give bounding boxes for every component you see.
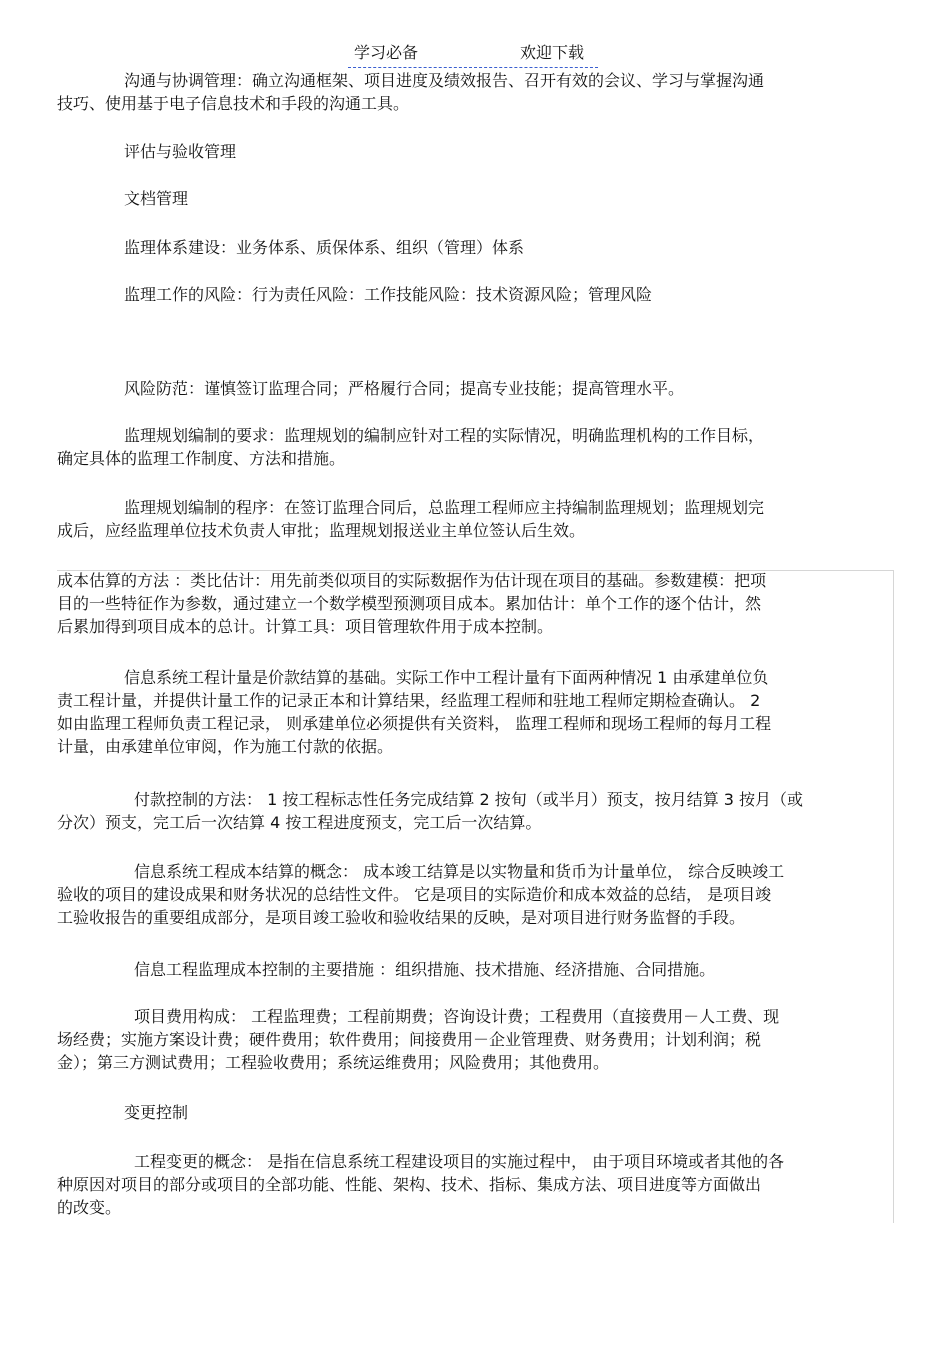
text-line: 监理体系建设：业务体系、质保体系、组织（管理）体系 bbox=[124, 238, 525, 257]
paragraph-plan-procedure bbox=[57, 496, 893, 542]
paragraph-payment-control bbox=[57, 788, 893, 834]
paragraph-cost-composition bbox=[57, 1005, 893, 1074]
text-line: 分次）预支，完工后一次结算 4 按工程进度预支，完工后一次结算。 bbox=[57, 813, 542, 832]
page-header bbox=[348, 41, 598, 68]
text-line: 监理规划编制的程序：在签订监理合同后，总监理工程师应主持编制监理规划；监理规划完 bbox=[124, 498, 765, 517]
paragraph-change-control bbox=[57, 1101, 893, 1124]
text-line: 技巧、使用基于电子信息技术和手段的沟通工具。 bbox=[57, 94, 410, 113]
text-line: 确定具体的监理工作制度、方法和措施。 bbox=[57, 449, 346, 468]
paragraph-evaluation bbox=[57, 140, 893, 163]
text-line: 监理规划编制的要求：监理规划的编制应针对工程的实际情况，明确监理机构的工作目标， bbox=[124, 426, 765, 445]
text-line: 场经费；实施方案设计费；硬件费用；软件费用；间接费用－企业管理费、财务费用；计划利润；税 bbox=[57, 1030, 762, 1049]
text-line: 工程变更的概念： 是指在信息系统工程建设项目的实施过程中， 由于项目环境或者其他的各 bbox=[134, 1152, 785, 1171]
text-line: 金）；第三方测试费用；工程验收费用；系统运维费用；风险费用；其他费用。 bbox=[57, 1053, 610, 1072]
header-right-text: 欢迎下载 bbox=[520, 43, 585, 62]
text-line: 如由监理工程师负责工程记录， 则承建单位必须提供有关资料， 监理工程师和现场工程师的每月工程 bbox=[57, 714, 772, 733]
text-line: 信息系统工程成本结算的概念： 成本竣工结算是以实物量和货币为计量单位， 综合反映竣工 bbox=[134, 862, 785, 881]
text-line: 变更控制 bbox=[124, 1103, 189, 1122]
text-line: 责工程计量，并提供计量工作的记录正本和计算结果，经监理工程师和驻地工程师定期检查确认。 2 bbox=[57, 691, 761, 710]
text-line: 后累加得到项目成本的总计。计算工具：项目管理软件用于成本控制。 bbox=[57, 617, 554, 636]
paragraph-settlement bbox=[57, 860, 893, 929]
text-line: 评估与验收管理 bbox=[124, 142, 237, 161]
paragraph-risk-prevention bbox=[57, 377, 893, 400]
text-line: 风险防范：谨慎签订监理合同；严格履行合同；提高专业技能；提高管理水平。 bbox=[124, 379, 685, 398]
paragraph-cost-estimation bbox=[57, 569, 893, 638]
paragraph-communication bbox=[57, 69, 893, 115]
text-line: 种原因对项目的部分或项目的全部功能、性能、架构、技术、指标、集成方法、项目进度等方面做出 bbox=[57, 1175, 762, 1194]
text-line: 计量，由承建单位审阅，作为施工付款的依据。 bbox=[57, 737, 394, 756]
paragraph-risks bbox=[57, 283, 893, 306]
text-line: 文档管理 bbox=[124, 189, 189, 208]
paragraph-cost-control-measures bbox=[57, 958, 893, 981]
paragraph-system bbox=[57, 236, 893, 259]
text-line: 项目费用构成： 工程监理费；工程前期费；咨询设计费；工程费用（直接费用－人工费、现 bbox=[134, 1007, 780, 1026]
paragraph-plan-requirements bbox=[57, 424, 893, 470]
text-line: 付款控制的方法： 1 按工程标志性任务完成结算 2 按旬（或半月）预支，按月结算 3 按月（或 bbox=[134, 790, 804, 809]
text-line: 成后，应经监理单位技术负责人审批；监理规划报送业主单位签认后生效。 bbox=[57, 521, 586, 540]
text-line: 成本估算的方法 ：类比估计：用先前类似项目的实际数据作为估计现在项目的基础。参数建模：把项 bbox=[57, 571, 767, 590]
paragraph-documents bbox=[57, 187, 893, 210]
paragraph-measurement bbox=[57, 666, 893, 758]
text-line: 信息工程监理成本控制的主要措施 ：组织措施、技术措施、经济措施、合同措施。 bbox=[134, 960, 716, 979]
text-line: 验收的项目的建设成果和财务状况的总结性文件。 它是项目的实际造价和成本效益的总结， 是项目竣 bbox=[57, 885, 772, 904]
text-line: 监理工作的风险：行为责任风险：工作技能风险：技术资源风险；管理风险 bbox=[124, 285, 653, 304]
text-line: 目的一些特征作为参数，通过建立一个数学模型预测项目成本。累加估计：单个工作的逐个估计，然 bbox=[57, 594, 762, 613]
header-left-text: 学习必备 bbox=[354, 43, 419, 62]
text-line: 的改变。 bbox=[57, 1198, 122, 1217]
paragraph-change-concept bbox=[57, 1150, 893, 1219]
text-line: 沟通与协调管理：确立沟通框架、项目进度及绩效报告、召开有效的会议、学习与掌握沟通 bbox=[124, 71, 765, 90]
text-line: 工验收报告的重要组成部分，是项目竣工验收和验收结果的反映，是对项目进行财务监督的手段。 bbox=[57, 908, 746, 927]
text-line: 信息系统工程计量是价款结算的基础。实际工作中工程计量有下面两种情况 1 由承建单位负 bbox=[124, 668, 769, 687]
